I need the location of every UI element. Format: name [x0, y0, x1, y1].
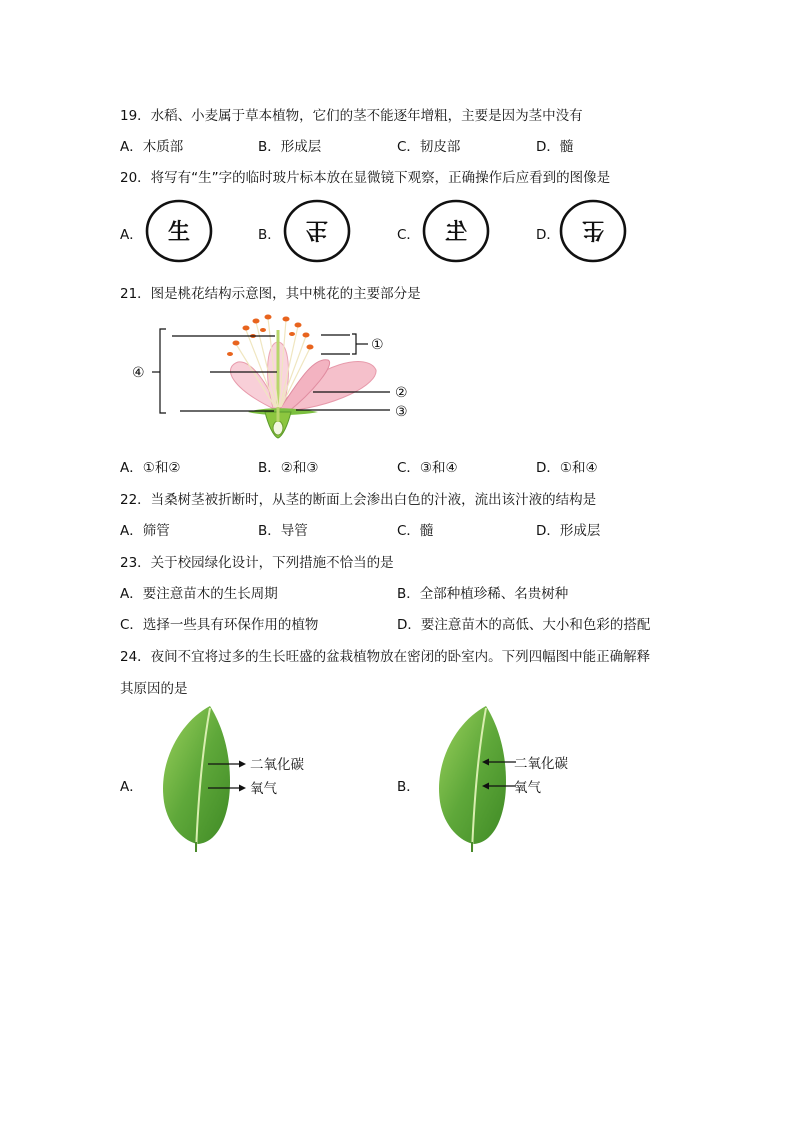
- q20-option-c-figure: [421, 198, 491, 264]
- q24-b-label-co2: 二氧化碳: [514, 756, 568, 772]
- q20-option-c-letter: C．: [397, 227, 420, 243]
- q21-option-d: D．①和④: [536, 460, 598, 476]
- q24-stem-line1: 24．夜间不宜将过多的生长旺盛的盆栽植物放在密闭的卧室内。下列四幅图中能正确解释: [120, 649, 651, 665]
- q24-b-label-o2: 氧气: [514, 780, 541, 796]
- q20-option-a-glyph: 生: [167, 220, 191, 245]
- q24-option-a-letter: A．: [120, 779, 143, 795]
- q23-option-b: B．全部种植珍稀、名贵树种: [397, 586, 569, 602]
- q22-option-a: A．筛管: [120, 523, 170, 539]
- q23-option-c: C．选择一些具有环保作用的植物: [120, 617, 319, 633]
- peach-flower-diagram: [128, 312, 418, 444]
- q19-option-b: B．形成层: [258, 139, 322, 155]
- diagram-label-4: ④: [132, 365, 145, 381]
- q22-option-d: D．形成层: [536, 523, 601, 539]
- q20-option-d-letter: D．: [536, 227, 560, 243]
- q20-option-a-letter: A．: [120, 227, 143, 243]
- q19-option-a: A．木质部: [120, 139, 184, 155]
- q22-option-c: C．髓: [397, 523, 434, 539]
- diagram-label-3: ③: [395, 404, 408, 420]
- q21-option-b: B．②和③: [258, 460, 319, 476]
- petal-illustration: [230, 342, 376, 412]
- q23-option-a: A．要注意苗木的生长周期: [120, 586, 278, 602]
- q20-option-b-letter: B．: [258, 227, 281, 243]
- diagram-label-2: ②: [395, 385, 408, 401]
- q21-option-a: A．①和②: [120, 460, 181, 476]
- q20-option-d-glyph: 生: [581, 217, 605, 242]
- q24-stem-line2: 其原因的是: [120, 681, 188, 697]
- q20-option-a-figure: [144, 198, 214, 264]
- q24-option-b-letter: B．: [397, 779, 420, 795]
- q19-option-d: D．髓: [536, 139, 574, 155]
- q19-stem: 19．水稻、小麦属于草本植物，它们的茎不能逐年增粗，主要是因为茎中没有: [120, 108, 583, 124]
- q20-option-c-glyph: 生: [444, 220, 468, 245]
- diagram-label-1: ①: [371, 337, 384, 353]
- q21-option-c: C．③和④: [397, 460, 458, 476]
- q20-stem: 20．将写有“生”字的临时玻片标本放在显微镜下观察，正确操作后应看到的图像是: [120, 170, 611, 186]
- q20-option-d-figure: [558, 198, 628, 264]
- q23-stem: 23．关于校园绿化设计，下列措施不恰当的是: [120, 555, 394, 571]
- q22-option-b: B．导管: [258, 523, 308, 539]
- q24-option-b-figure: [416, 702, 606, 854]
- q21-stem: 21．图是桃花结构示意图，其中桃花的主要部分是: [120, 286, 421, 302]
- ovary-illustration: [273, 421, 283, 435]
- q19-option-c: C．韧皮部: [397, 139, 461, 155]
- q24-option-a-figure: [140, 702, 330, 854]
- q20-option-b-glyph: 生: [305, 217, 329, 242]
- q23-option-d: D．要注意苗木的高低、大小和色彩的搭配: [397, 617, 651, 633]
- q20-option-b-figure: [282, 198, 352, 264]
- q24-a-label-co2: 二氧化碳: [250, 757, 304, 773]
- q24-a-label-o2: 氧气: [250, 781, 277, 797]
- q22-stem: 22．当桑树茎被折断时，从茎的断面上会渗出白色的汁液，流出该汁液的结构是: [120, 492, 597, 508]
